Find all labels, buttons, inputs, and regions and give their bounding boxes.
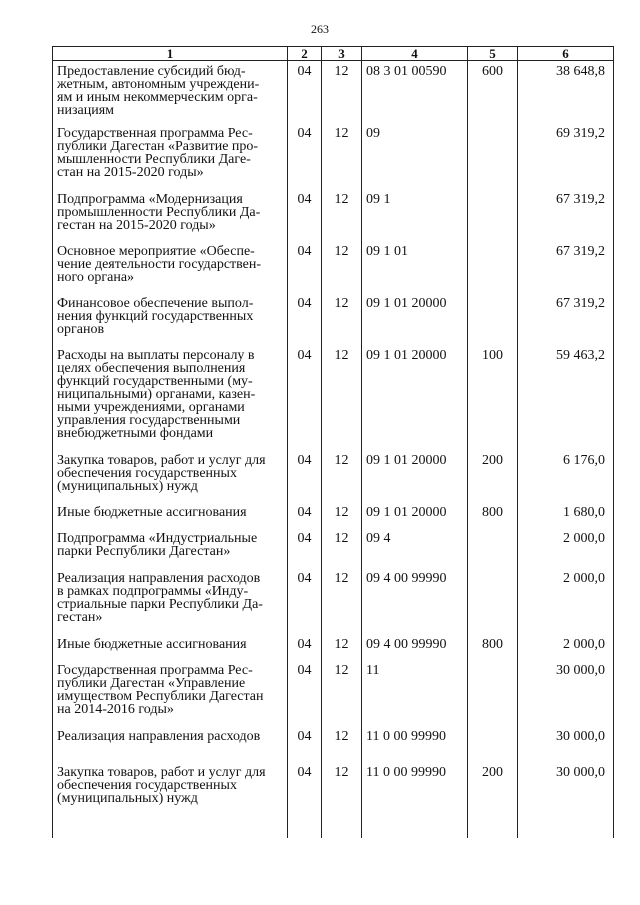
row-name: Закупка товаров, работ и услуг для обеспечения государственных (муниципальных) нужд <box>53 454 288 506</box>
row-section: 04 <box>288 193 322 245</box>
row-target-code: 09 4 00 99990 <box>362 572 468 638</box>
row-target-code: 09 1 01 20000 <box>362 297 468 349</box>
row-name: Иные бюджетные ассигнования <box>53 506 288 532</box>
row-target-code: 11 0 00 99990 <box>362 766 468 838</box>
row-target-code: 09 1 01 20000 <box>362 454 468 506</box>
row-expense-type <box>468 572 518 638</box>
table-row <box>53 454 614 506</box>
row-subsection: 12 <box>322 506 362 532</box>
row-subsection: 12 <box>322 193 362 245</box>
row-name: Реализация направления расходов в рамках подпрограммы «Инду- стриальные парки Республики Да- гестан» <box>53 572 288 638</box>
row-target-code: 09 4 <box>362 532 468 572</box>
header-col-4: 4 <box>362 47 468 61</box>
table-row <box>53 127 614 193</box>
row-section: 04 <box>288 638 322 664</box>
header-col-2: 2 <box>288 47 322 61</box>
row-amount: 30 000,0 <box>518 730 614 766</box>
row-amount: 30 000,0 <box>518 766 614 838</box>
row-target-code: 09 1 <box>362 193 468 245</box>
table-row <box>53 638 614 664</box>
header-col-6: 6 <box>518 47 614 61</box>
row-amount: 38 648,8 <box>518 61 614 127</box>
row-expense-type: 600 <box>468 61 518 127</box>
row-name: Основное мероприятие «Обеспе- чение деятельности государствен- ного органа» <box>53 245 288 297</box>
table-row <box>53 730 614 766</box>
row-target-code: 09 <box>362 127 468 193</box>
row-name: Финансовое обеспечение выпол- нения функций государственных органов <box>53 297 288 349</box>
row-name: Государственная программа Рес- публики Дагестан «Управление имуществом Республики Дагестан на 2014-2016 годы» <box>53 664 288 730</box>
row-subsection: 12 <box>322 638 362 664</box>
row-target-code: 08 3 01 00590 <box>362 61 468 127</box>
table-row <box>53 572 614 638</box>
row-name: Подпрограмма «Модернизация промышленности Республики Да- гестан на 2015-2020 годы» <box>53 193 288 245</box>
row-section: 04 <box>288 127 322 193</box>
row-expense-type <box>468 730 518 766</box>
row-section: 04 <box>288 349 322 454</box>
budget-table <box>52 46 614 838</box>
row-subsection: 12 <box>322 532 362 572</box>
row-name: Закупка товаров, работ и услуг для обеспечения государственных (муниципальных) нужд <box>53 766 288 838</box>
row-target-code: 09 1 01 20000 <box>362 349 468 454</box>
header-row <box>53 47 614 61</box>
row-amount: 2 000,0 <box>518 572 614 638</box>
table-row <box>53 506 614 532</box>
row-section: 04 <box>288 454 322 506</box>
row-expense-type: 100 <box>468 349 518 454</box>
table-row <box>53 766 614 838</box>
row-section: 04 <box>288 572 322 638</box>
row-section: 04 <box>288 506 322 532</box>
row-amount: 30 000,0 <box>518 664 614 730</box>
row-subsection: 12 <box>322 349 362 454</box>
row-section: 04 <box>288 61 322 127</box>
row-expense-type: 800 <box>468 638 518 664</box>
row-name: Иные бюджетные ассигнования <box>53 638 288 664</box>
row-subsection: 12 <box>322 664 362 730</box>
row-subsection: 12 <box>322 454 362 506</box>
table-row <box>53 193 614 245</box>
row-amount: 67 319,2 <box>518 245 614 297</box>
row-amount: 67 319,2 <box>518 193 614 245</box>
table-row <box>53 61 614 127</box>
table-row <box>53 532 614 572</box>
table-row <box>53 297 614 349</box>
row-expense-type <box>468 664 518 730</box>
row-subsection: 12 <box>322 245 362 297</box>
row-amount: 6 176,0 <box>518 454 614 506</box>
row-subsection: 12 <box>322 127 362 193</box>
row-expense-type <box>468 127 518 193</box>
row-subsection: 12 <box>322 730 362 766</box>
row-expense-type: 800 <box>468 506 518 532</box>
row-expense-type <box>468 297 518 349</box>
row-target-code: 09 1 01 20000 <box>362 506 468 532</box>
row-name: Государственная программа Рес- публики Дагестан «Развитие про- мышленности Республики Даге- стан на 2015-2020 годы» <box>53 127 288 193</box>
table-row <box>53 349 614 454</box>
row-section: 04 <box>288 297 322 349</box>
row-amount: 1 680,0 <box>518 506 614 532</box>
row-section: 04 <box>288 245 322 297</box>
row-name: Предоставление субсидий бюд- жетным, автономным учреждени- ям и иным некоммерческим орга- низациям <box>53 61 288 127</box>
row-amount: 59 463,2 <box>518 349 614 454</box>
table-body <box>53 61 614 838</box>
row-target-code: 09 1 01 <box>362 245 468 297</box>
row-subsection: 12 <box>322 572 362 638</box>
row-subsection: 12 <box>322 766 362 838</box>
row-expense-type <box>468 532 518 572</box>
row-section: 04 <box>288 532 322 572</box>
row-section: 04 <box>288 664 322 730</box>
row-name: Расходы на выплаты персоналу в целях обеспечения выполнения функций государственными (му- ниципальными) органами, казен- ными учреждениями, органами управления государственными внебюджетными фондами <box>53 349 288 454</box>
row-section: 04 <box>288 730 322 766</box>
row-name: Подпрограмма «Индустриальные парки Республики Дагестан» <box>53 532 288 572</box>
header-col-5: 5 <box>468 47 518 61</box>
row-expense-type <box>468 193 518 245</box>
header-col-3: 3 <box>322 47 362 61</box>
table-row <box>53 245 614 297</box>
row-section: 04 <box>288 766 322 838</box>
row-target-code: 09 4 00 99990 <box>362 638 468 664</box>
row-subsection: 12 <box>322 61 362 127</box>
row-expense-type: 200 <box>468 766 518 838</box>
header-col-1: 1 <box>53 47 288 61</box>
row-target-code: 11 0 00 99990 <box>362 730 468 766</box>
row-expense-type: 200 <box>468 454 518 506</box>
row-subsection: 12 <box>322 297 362 349</box>
table-row <box>53 664 614 730</box>
row-amount: 67 319,2 <box>518 297 614 349</box>
row-name: Реализация направления расходов <box>53 730 288 766</box>
row-amount: 2 000,0 <box>518 532 614 572</box>
row-amount: 69 319,2 <box>518 127 614 193</box>
row-amount: 2 000,0 <box>518 638 614 664</box>
row-expense-type <box>468 245 518 297</box>
page-number: 263 <box>311 22 329 36</box>
row-target-code: 11 <box>362 664 468 730</box>
